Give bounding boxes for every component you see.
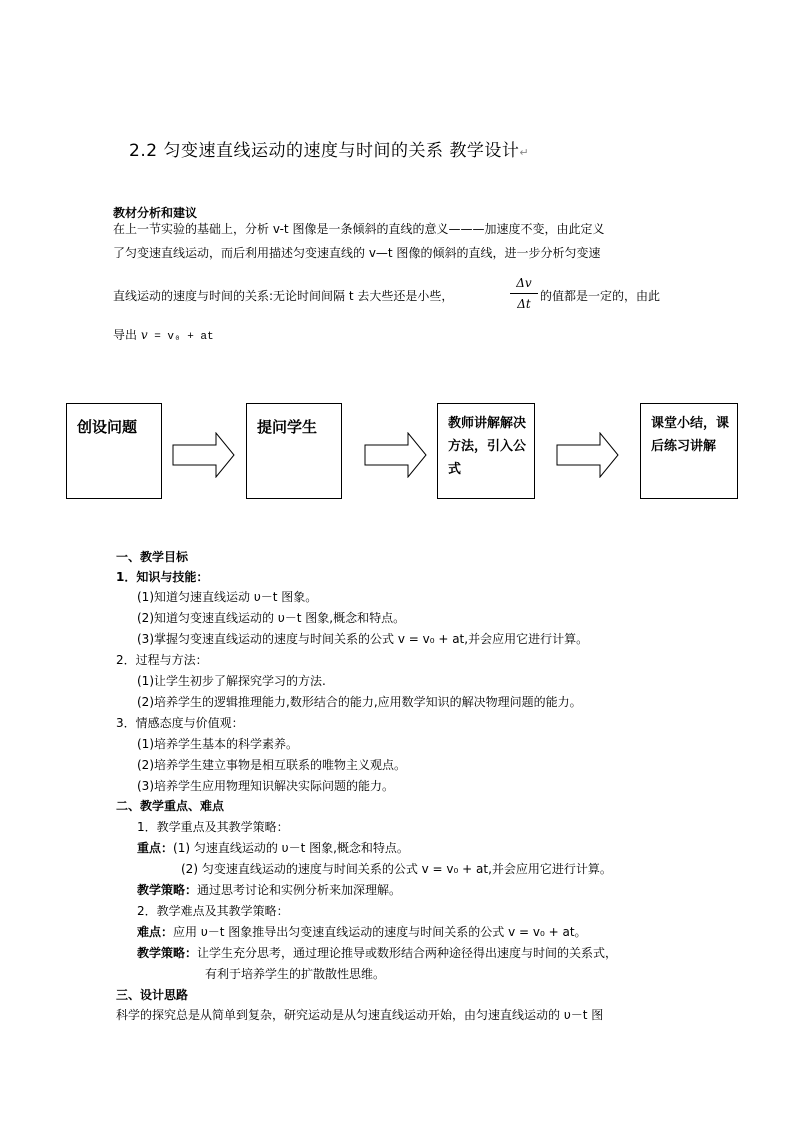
difficulty-text: 应用 υ－t 图象推导出匀变速直线运动的速度与时间关系的公式 v = v₀ + at。	[173, 925, 587, 939]
analysis-line-3a: 直线运动的速度与时间的关系:无论时间间隔 t 去大些还是小些，	[113, 289, 454, 303]
analysis-heading: 教材分析和建议	[113, 206, 198, 220]
analysis-line-1: 在上一节实验的基础上，分析 v-t 图像是一条倾斜的直线的意义———加速度不变，由此定义	[113, 222, 605, 236]
process-item-2: (2)培养学生的逻辑推理能力,数形结合的能力,应用数学知识的解决物理问题的能力。	[137, 695, 582, 709]
flow-box-4-label: 课堂小结，课后练习讲解	[651, 416, 730, 454]
knowledge-heading: 1．知识与技能：	[116, 570, 209, 584]
section-3-heading: 三、设计思路	[116, 988, 189, 1002]
flow-box-2-label: 提问学生	[257, 418, 318, 436]
key-strategy-row	[137, 882, 401, 898]
formula-v: v	[140, 328, 148, 342]
formula-rest: = v₀ + at	[147, 331, 214, 343]
fraction-numerator: Δv	[516, 276, 532, 290]
flow-arrow-3-icon	[556, 432, 620, 478]
key-points-title: 1．教学重点及其教学策略：	[137, 820, 289, 834]
key-strategy-text: 通过思考讨论和实例分析来加深理解。	[197, 883, 402, 897]
difficulty-strategy-row	[137, 945, 617, 961]
fraction-bar	[510, 293, 538, 294]
flow-arrow-1-icon	[172, 432, 236, 478]
flow-box-ask-students	[246, 403, 342, 499]
attitude-item-1: (1)培养学生基本的科学素养。	[137, 737, 298, 751]
key-point-2: (2) 匀变速直线运动的速度与时间关系的公式 v = v₀ + at,并会应用它进行计算。	[181, 862, 612, 876]
key-strategy-label: 教学策略：	[137, 883, 198, 897]
key-point-1: (1) 匀速直线运动的 υ－t 图象,概念和特点。	[173, 841, 409, 855]
flow-box-summary	[640, 403, 738, 499]
difficulty-label: 难点：	[137, 925, 174, 939]
flow-box-1-label: 创设问题	[77, 418, 138, 436]
knowledge-item-2: (2)知道匀变速直线运动的 υ－t 图象,概念和特点。	[137, 611, 406, 625]
difficulty-row	[137, 924, 587, 940]
key-point-label: 重点：	[137, 841, 174, 855]
analysis-line-3b: 的值都是一定的，由此	[540, 289, 661, 303]
difficulty-strategy-text-2: 有利于培养学生的扩散散性思维。	[205, 967, 386, 981]
attitude-heading: 3．情感态度与价值观：	[116, 716, 244, 730]
page-title	[129, 136, 529, 161]
flow-box-3-label: 教师讲解解决方法，引入公式	[448, 416, 527, 477]
knowledge-item-3: (3)掌握匀变速直线运动的速度与时间关系的公式 v = v₀ + at,并会应用它进行计算。	[137, 632, 589, 646]
section-2-heading: 二、教学重点、难点	[116, 799, 225, 813]
analysis-line-2: 了匀变速直线运动，而后利用描述匀变速直线的 v—t 图像的倾斜的直线，进一步分析匀变速	[113, 246, 601, 260]
design-idea-line-1: 科学的探究总是从简单到复杂，研究运动是从匀速直线运动开始，由匀速直线运动的 υ－t 图	[116, 1008, 604, 1022]
analysis-line-4	[113, 323, 214, 349]
difficulty-title: 2．教学难点及其教学策略：	[137, 904, 289, 918]
difficulty-strategy-text-1: 让学生充分思考，通过理论推导或数形结合两种途径得出速度与时间的关系式，	[197, 946, 618, 960]
process-heading: 2．过程与方法：	[116, 653, 208, 667]
knowledge-item-1: (1)知道匀速直线运动 υ－t 图象。	[137, 590, 318, 604]
difficulty-strategy-label: 教学策略：	[137, 946, 198, 960]
flow-arrow-2-icon	[364, 432, 428, 478]
process-item-1: (1)让学生初步了解探究学习的方法.	[137, 674, 326, 688]
title-text: 2.2 匀变速直线运动的速度与时间的关系 教学设计	[129, 141, 520, 161]
fraction-denominator: Δt	[517, 297, 531, 311]
delta-fraction	[510, 275, 538, 312]
key-point-row-1	[137, 840, 409, 856]
flow-box-create-question	[66, 403, 162, 499]
attitude-item-2: (2)培养学生建立事物是相互联系的唯物主义观点。	[137, 758, 406, 772]
attitude-item-3: (3)培养学生应用物理知识解决实际问题的能力。	[137, 779, 394, 793]
section-1-heading: 一、教学目标	[116, 550, 189, 564]
derive-text: 导出	[113, 328, 138, 342]
return-mark: ↵	[519, 146, 530, 159]
flow-box-teacher-explain	[437, 403, 535, 499]
